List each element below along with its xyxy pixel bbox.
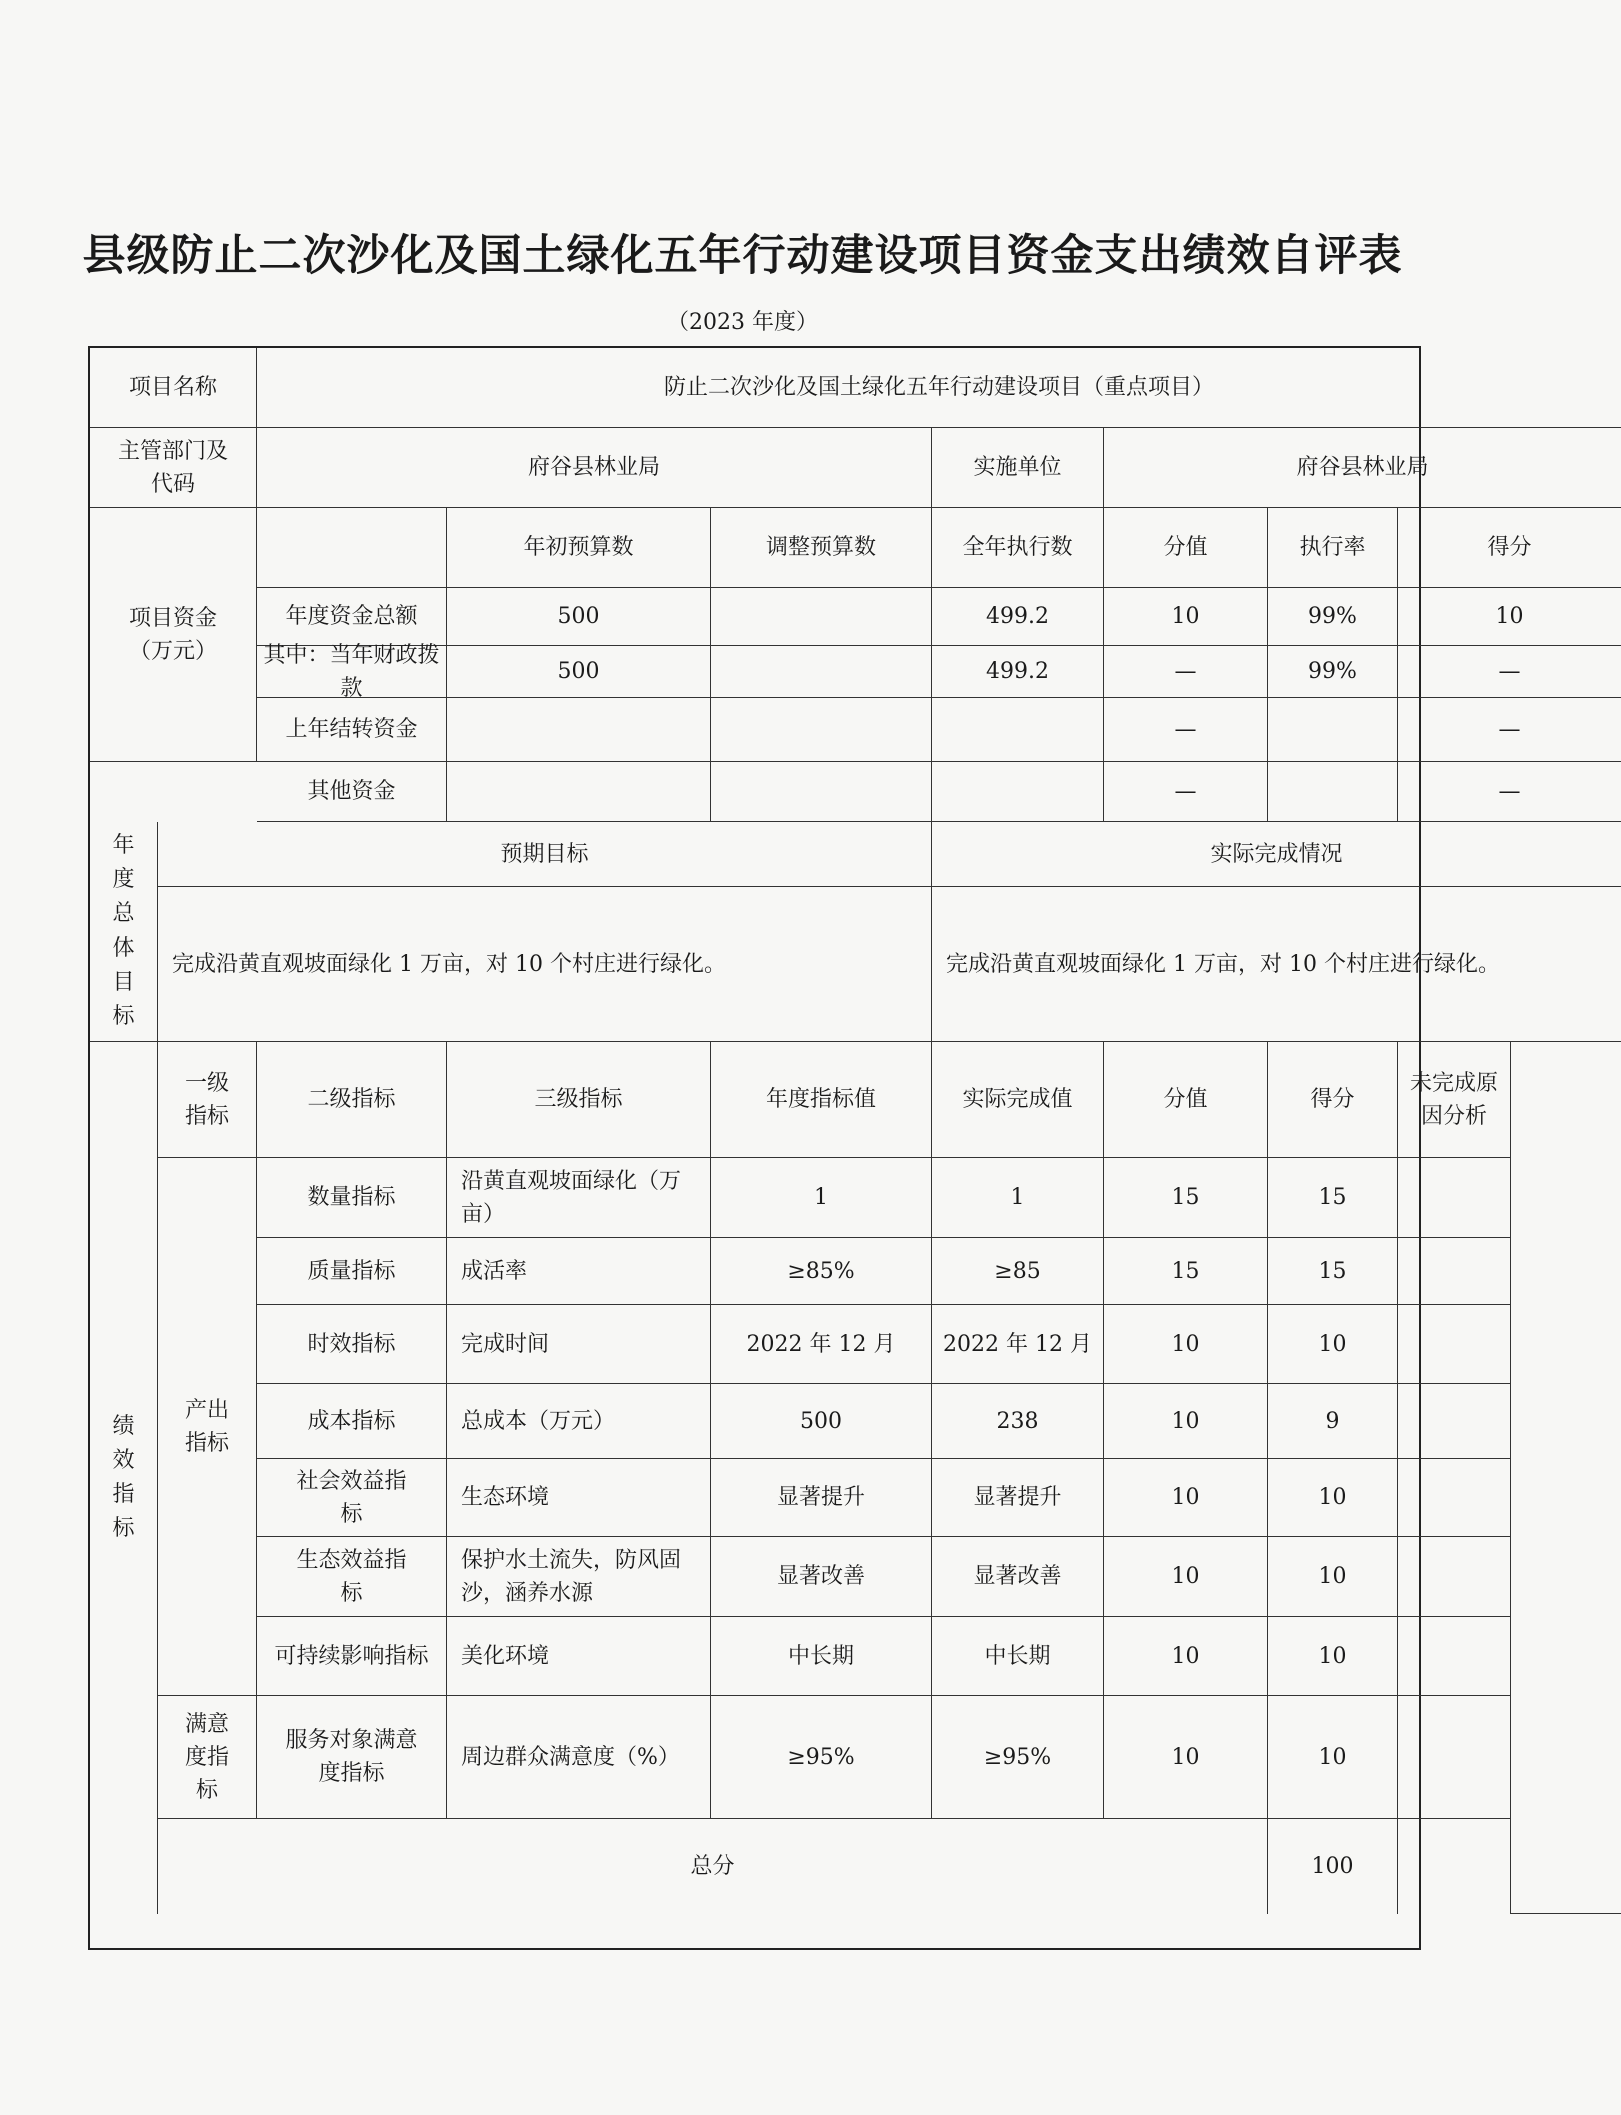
- perf-row-target: 1: [711, 1158, 932, 1238]
- project-name-label: 项目名称: [90, 348, 257, 428]
- perf-row-score-value: 10: [1104, 1384, 1268, 1459]
- perf-row-l3: 生态环境: [447, 1459, 711, 1537]
- perf-row-l2: 质量指标: [257, 1238, 447, 1305]
- perf-row-l3: 总成本（万元）: [447, 1384, 711, 1459]
- perf-row-l2: 时效指标: [257, 1305, 447, 1384]
- impl-label: 实施单位: [932, 428, 1104, 508]
- perf-row-l3: 周边群众满意度（%）: [447, 1696, 711, 1819]
- perf-row-reason: [1398, 1459, 1511, 1537]
- perf-row-target: 显著改善: [711, 1537, 932, 1617]
- funds-header-adjusted: 调整预算数: [711, 508, 932, 588]
- goals-expected-text: 完成沿黄直观坡面绿化 1 万亩，对 10 个村庄进行绿化。: [158, 887, 932, 1042]
- perf-row-actual: ≥95%: [932, 1696, 1104, 1819]
- perf-row-score-value: 10: [1104, 1617, 1268, 1696]
- funds-label: 项目资金（万元）: [90, 508, 257, 762]
- perf-row-score-value: 15: [1104, 1158, 1268, 1238]
- dept-label: 主管部门及代码: [90, 428, 257, 508]
- perf-row-score: 15: [1268, 1238, 1398, 1305]
- dept-value: 府谷县林业局: [257, 428, 932, 508]
- perf-row-reason: [1398, 1384, 1511, 1459]
- funds-row-name: 其中：当年财政拨款: [257, 646, 447, 698]
- funds-row-score: —: [1398, 646, 1621, 698]
- perf-row-actual: 中长期: [932, 1617, 1104, 1696]
- goals-label: 年度总体目标: [90, 822, 158, 1042]
- perf-row-score: 10: [1268, 1696, 1398, 1819]
- funds-row-adjusted: [711, 588, 932, 646]
- perf-row-l3: 保护水土流失，防风固沙，涵养水源: [447, 1537, 711, 1617]
- funds-header-rate: 执行率: [1268, 508, 1398, 588]
- perf-row-actual: 2022 年 12 月: [932, 1305, 1104, 1384]
- perf-header-actual: 实际完成值: [932, 1042, 1104, 1158]
- perf-header-score: 得分: [1268, 1042, 1398, 1158]
- funds-row-executed: [932, 762, 1104, 822]
- total-label: 总分: [158, 1819, 1268, 1914]
- right-margin-column: [1511, 1042, 1621, 1914]
- perf-row-score-value: 15: [1104, 1238, 1268, 1305]
- perf-row-actual: ≥85: [932, 1238, 1104, 1305]
- perf-row-target: 500: [711, 1384, 932, 1459]
- perf-row-score-value: 10: [1104, 1305, 1268, 1384]
- perf-row-score: 10: [1268, 1537, 1398, 1617]
- funds-row-adjusted: [711, 762, 932, 822]
- perf-header-target: 年度指标值: [711, 1042, 932, 1158]
- perf-row-target: ≥85%: [711, 1238, 932, 1305]
- perf-row-score: 10: [1268, 1617, 1398, 1696]
- perf-row-l3: 美化环境: [447, 1617, 711, 1696]
- perf-row-reason: [1398, 1238, 1511, 1305]
- perf-label: 绩效指标: [90, 1042, 158, 1914]
- funds-row-executed: 499.2: [932, 588, 1104, 646]
- goals-actual-label: 实际完成情况: [932, 822, 1621, 887]
- funds-header-score-value: 分值: [1104, 508, 1268, 588]
- perf-row-actual: 显著改善: [932, 1537, 1104, 1617]
- perf-row-score-value: 10: [1104, 1537, 1268, 1617]
- perf-row-target: 中长期: [711, 1617, 932, 1696]
- perf-output-label: 产出指标: [158, 1158, 257, 1696]
- funds-header-executed: 全年执行数: [932, 508, 1104, 588]
- funds-row-score: —: [1398, 762, 1621, 822]
- perf-header-score-value: 分值: [1104, 1042, 1268, 1158]
- perf-row-l3: 成活率: [447, 1238, 711, 1305]
- funds-row-executed: [932, 698, 1104, 762]
- page-title: 县级防止二次沙化及国土绿化五年行动建设项目资金支出绩效自评表: [82, 231, 1403, 281]
- perf-header-reason: 未完成原因分析: [1398, 1042, 1511, 1158]
- perf-row-score-value: 10: [1104, 1459, 1268, 1537]
- perf-header-l2: 二级指标: [257, 1042, 447, 1158]
- funds-row-initial: 500: [447, 646, 711, 698]
- perf-row-l2: 数量指标: [257, 1158, 447, 1238]
- perf-row-reason: [1398, 1158, 1511, 1238]
- funds-row-initial: 500: [447, 588, 711, 646]
- funds-row-rate: 99%: [1268, 588, 1398, 646]
- funds-row-name: 年度资金总额: [257, 588, 447, 646]
- funds-row-rate: [1268, 698, 1398, 762]
- evaluation-table: [88, 346, 1532, 1950]
- funds-row-score-value: 10: [1104, 588, 1268, 646]
- perf-row-l2: 生态效益指标: [257, 1537, 447, 1617]
- perf-row-l2: 社会效益指标: [257, 1459, 447, 1537]
- funds-row-initial: [447, 698, 711, 762]
- perf-header-l3: 三级指标: [447, 1042, 711, 1158]
- funds-row-score: —: [1398, 698, 1621, 762]
- impl-value: 府谷县林业局: [1104, 428, 1621, 508]
- perf-header-l1: 一级指标: [158, 1042, 257, 1158]
- perf-row-score: 9: [1268, 1384, 1398, 1459]
- funds-row-score-value: —: [1104, 762, 1268, 822]
- perf-row-actual: 显著提升: [932, 1459, 1104, 1537]
- funds-row-executed: 499.2: [932, 646, 1104, 698]
- perf-row-l2: 可持续影响指标: [257, 1617, 447, 1696]
- perf-row-actual: 238: [932, 1384, 1104, 1459]
- perf-row-l2: 服务对象满意度指标: [257, 1696, 447, 1819]
- perf-row-l2: 成本指标: [257, 1384, 447, 1459]
- total-score: 100: [1268, 1819, 1398, 1914]
- perf-row-reason: [1398, 1617, 1511, 1696]
- perf-satisfaction-label: 满意度指标: [158, 1696, 257, 1819]
- funds-row-score-value: —: [1104, 698, 1268, 762]
- funds-row-adjusted: [711, 646, 932, 698]
- project-name-value: 防止二次沙化及国土绿化五年行动建设项目（重点项目）: [257, 348, 1621, 428]
- perf-row-l3: 沿黄直观坡面绿化（万亩）: [447, 1158, 711, 1238]
- perf-row-score: 15: [1268, 1158, 1398, 1238]
- perf-row-score-value: 10: [1104, 1696, 1268, 1819]
- goals-actual-text: 完成沿黄直观坡面绿化 1 万亩，对 10 个村庄进行绿化。: [932, 887, 1621, 1042]
- funds-row-rate: [1268, 762, 1398, 822]
- funds-row-name: 上年结转资金: [257, 698, 447, 762]
- perf-row-target: 2022 年 12 月: [711, 1305, 932, 1384]
- funds-row-initial: [447, 762, 711, 822]
- perf-row-score: 10: [1268, 1459, 1398, 1537]
- perf-row-target: 显著提升: [711, 1459, 932, 1537]
- perf-row-reason: [1398, 1696, 1511, 1819]
- perf-row-reason: [1398, 1305, 1511, 1384]
- perf-row-actual: 1: [932, 1158, 1104, 1238]
- perf-row-reason: [1398, 1537, 1511, 1617]
- funds-row-rate: 99%: [1268, 646, 1398, 698]
- funds-row-score-value: —: [1104, 646, 1268, 698]
- funds-row-score: 10: [1398, 588, 1621, 646]
- funds-header-blank: [257, 508, 447, 588]
- funds-row-name: 其他资金: [257, 762, 447, 822]
- total-reason-blank: [1398, 1819, 1511, 1914]
- perf-row-target: ≥95%: [711, 1696, 932, 1819]
- goals-expected-label: 预期目标: [158, 822, 932, 887]
- fiscal-year: （2023 年度）: [667, 310, 818, 335]
- funds-row-adjusted: [711, 698, 932, 762]
- funds-header-initial: 年初预算数: [447, 508, 711, 588]
- perf-row-score: 10: [1268, 1305, 1398, 1384]
- funds-header-score: 得分: [1398, 508, 1621, 588]
- perf-row-l3: 完成时间: [447, 1305, 711, 1384]
